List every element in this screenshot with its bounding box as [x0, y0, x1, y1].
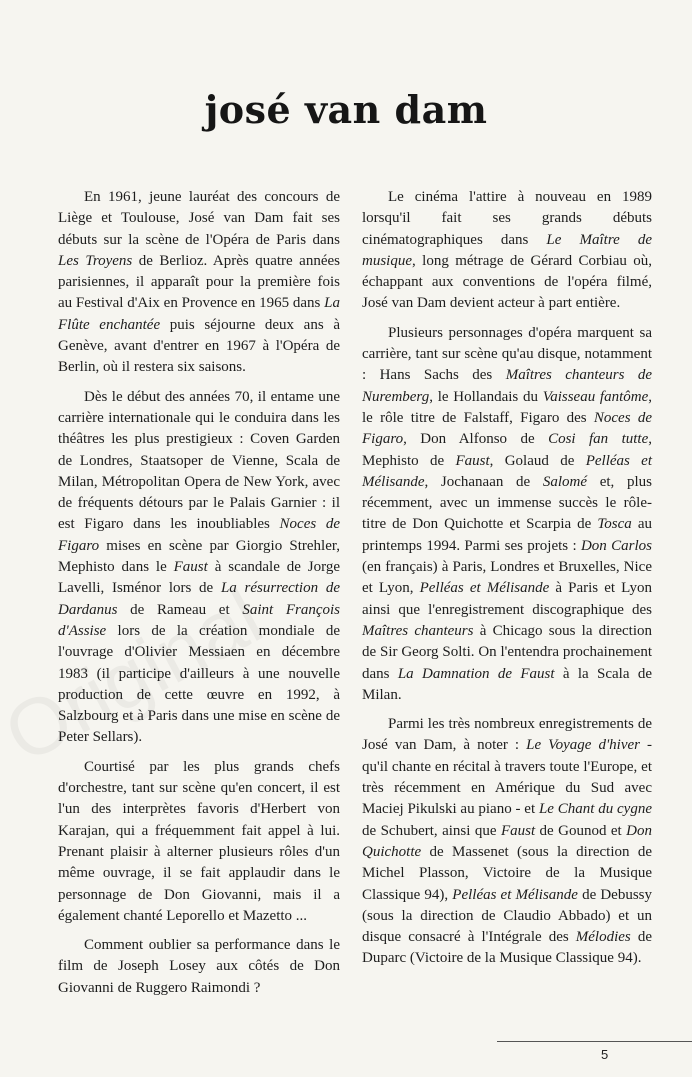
text-run: à la Scala de Milan.: [362, 665, 653, 703]
italic-title: Don Carlos: [580, 537, 652, 554]
text-run: de Massenet (sous la direction de Michel Plasson, Victoire de la Musique Classique 94),: [362, 843, 652, 903]
paragraph: [58, 935, 340, 999]
text-run: Le cinéma l'attire à nouveau en 1989 lorsqu'il fait ses grands débuts cinématographiques dans: [362, 189, 652, 248]
text-run: , Don Alfonso de: [403, 431, 549, 448]
text-run: , long métrage de Gérard Corbiau où, échappant aux conventions de l'opéra filmé, José van Dam devient acteur à part entière.: [362, 252, 652, 312]
paragraph: [362, 323, 652, 706]
footer-rule: [497, 1041, 692, 1042]
italic-title: Pelléas et Mélisande: [452, 886, 578, 903]
text-run: de Duparc (Victoire de la Musique Classique 94).: [362, 929, 652, 967]
text-run: au printemps 1994. Parmi ses projets :: [362, 516, 652, 554]
italic-title: Noces de Figaro: [58, 516, 340, 554]
paragraph: [58, 757, 340, 927]
text-run: de Rameau et: [117, 601, 243, 618]
text-run: Dès le début des années 70, il entame une carrière internationale qui le conduira dans les théâtres les plus prestigieux : Coven Garden de Londres, Staatsoper de Vienne, Scala de Milan, Métropolitan Opera de New York, avec de fréquents détours par le Palais Garnier : il est Figaro dans les inoubliables: [58, 388, 340, 533]
text-run: , le Hollandais du: [429, 388, 543, 405]
page-title: josé van dam: [204, 87, 488, 133]
text-run: En 1961, jeune lauréat des concours de Liège et Toulouse, José van Dam fait ses débuts sur la scène de l'Opéra de Paris dans: [58, 189, 340, 248]
text-run: de Debussy (sous la direction de Claudio Abbado) et un disque consacré à l'Intégrale des: [362, 886, 652, 946]
text-run: à scandale de Jorge Lavelli, Isménor lors de: [58, 559, 341, 597]
text-run: (en français) à Paris, Londres et Bruxelles, Nice et Lyon,: [362, 559, 652, 597]
text-run: à Paris et Lyon ainsi que l'enregistrement discographique des: [362, 580, 652, 618]
text-run: , Jochanaan de: [424, 473, 543, 490]
italic-title: Pelléas et Mélisande: [362, 452, 653, 490]
text-run: Parmi les très nombreux enregistrements de José van Dam, à noter :: [362, 716, 652, 754]
left-column: [58, 187, 340, 1007]
italic-title: Le Chant du cygne: [538, 801, 652, 818]
text-run: lors de la création mondiale de l'ouvrage d'Olivier Messiaen en décembre 1983 (il participe d'ailleurs à une nouvelle production de cette œuvre en 1992, à Salzbourg et à Paris dans une mise en scène de Peter Sellars).: [58, 622, 340, 746]
paragraph: [58, 387, 340, 749]
italic-title: Saint François d'Assise: [58, 601, 340, 639]
italic-title: La Damnation de Faust: [397, 665, 555, 682]
italic-title: Faust: [173, 559, 208, 576]
paragraph: [362, 714, 652, 970]
text-run: Courtisé par les plus grands chefs d'orchestre, tant sur scène qu'en concert, il est l'un des interprètes favoris d'Herbert von Karajan, qui a fréquemment fait appel à lui. Prenant plaisir à alterner plusieurs rôles d'un même ouvrage, il se fait applaudir dans le personnage de Don Giovanni, mais il a également chanté Leporello et Mazetto ...: [58, 758, 340, 924]
text-run: de Gounod et: [535, 822, 627, 839]
text-run: , le rôle titre de Falstaff, Figaro des: [362, 388, 652, 426]
italic-title: Vaisseau fantôme: [542, 388, 649, 405]
text-run: et, plus récemment, avec un immense succès le rôle-titre de Don Quichotte et Scarpia de: [362, 473, 652, 533]
italic-title: Cosi fan tutte: [548, 431, 649, 448]
text-run: à Chicago sous la direction de Sir Georg Solti. On l'entendra prochainement dans: [362, 622, 652, 682]
italic-title: Les Troyens: [58, 252, 133, 269]
italic-title: Faust: [455, 452, 490, 469]
italic-title: Le Maître de musique: [362, 231, 652, 269]
italic-title: Noces de Figaro: [362, 409, 652, 448]
right-column: [362, 187, 652, 978]
paragraph: [58, 187, 340, 379]
text-run: , Golaud de: [489, 452, 586, 469]
text-run: de Berlioz. Après quatre années parisiennes, il apparaît pour la première fois au Festival d'Aix en Provence en 1965 dans: [58, 252, 340, 312]
italic-title: Salomé: [542, 473, 588, 490]
text-run: Plusieurs personnages d'opéra marquent sa carrière, tant sur scène qu'au disque, notamment : Hans Sachs des: [362, 324, 652, 384]
italic-title: Faust: [500, 822, 536, 839]
italic-title: La résurrection de Dardanus: [58, 580, 340, 618]
page-number: 5: [601, 1047, 609, 1062]
italic-title: Maîtres chanteurs: [362, 622, 474, 639]
italic-title: Le Voyage d'hiver: [526, 737, 640, 754]
text-run: , Mephisto de: [362, 431, 652, 469]
italic-title: Tosca: [597, 516, 632, 533]
paragraph: [362, 187, 652, 315]
text-run: Comment oublier sa performance dans le film de Joseph Losey aux côtés de Don Giovanni de Ruggero Raimondi ?: [58, 937, 340, 996]
italic-title: La Flûte enchantée: [58, 295, 340, 333]
italic-title: Mélodies: [575, 929, 631, 946]
italic-title: Don Quichotte: [362, 822, 652, 860]
italic-title: Pelléas et Mélisande: [419, 580, 550, 597]
text-run: de Schubert, ainsi que: [362, 822, 501, 839]
text-run: - qu'il chante en récital à travers toute l'Europe, et très récemment en Amérique du Sud avec Maciej Pikulski au piano - et: [362, 737, 653, 818]
text-run: puis séjourne deux ans à Genève, avant d'entrer en 1967 à l'Opéra de Berlin, où il restera six saisons.: [58, 316, 340, 376]
text-run: mises en scène par Giorgio Strehler, Mephisto dans le: [58, 537, 340, 576]
italic-title: Maîtres chanteurs de Nuremberg: [362, 367, 652, 405]
